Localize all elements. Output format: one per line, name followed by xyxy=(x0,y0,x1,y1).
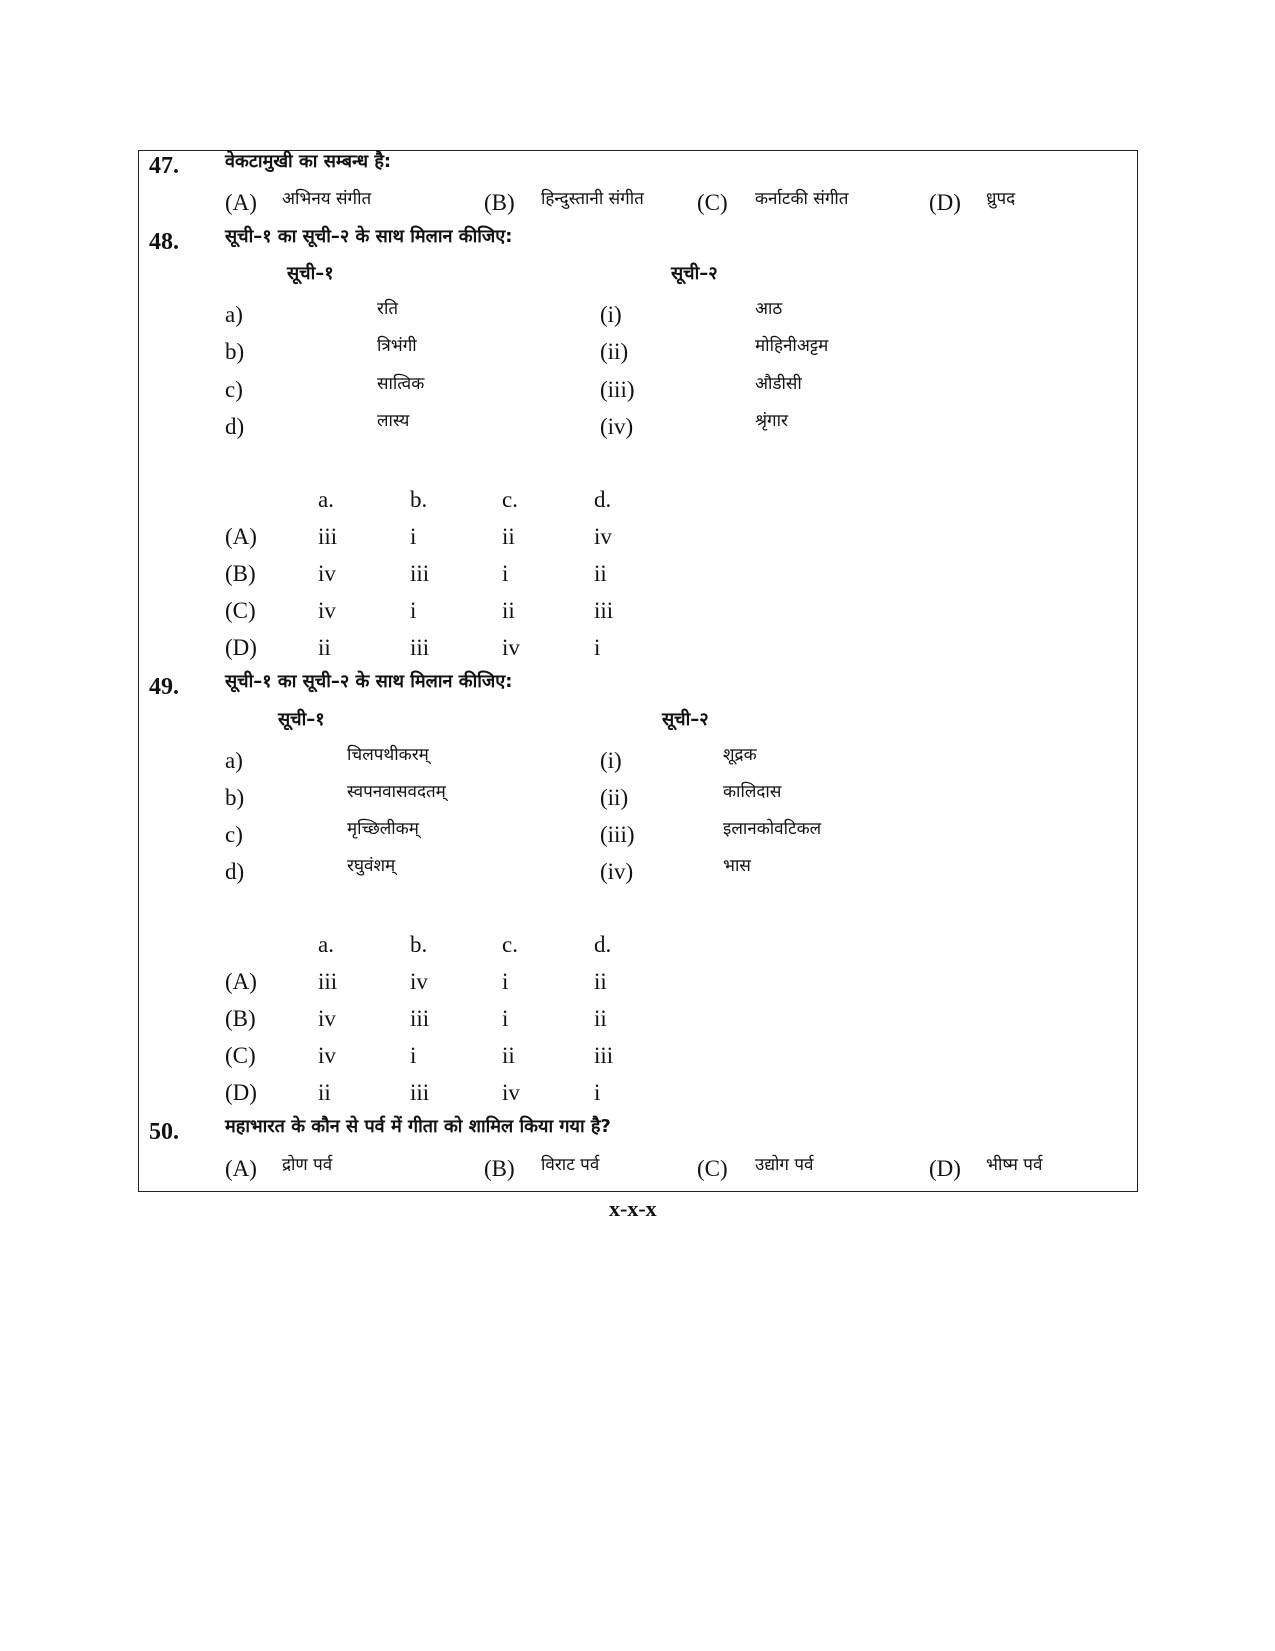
question-text: वेकटामुखी का सम्बन्ध है: xyxy=(225,151,392,172)
answer-option-label: (C) xyxy=(225,598,256,623)
answer-value: ii xyxy=(502,524,515,549)
option-text: उद्योग पर्व xyxy=(755,1155,814,1175)
list2-label: (ii) xyxy=(600,785,629,810)
list2-item: कालिदास xyxy=(723,782,782,802)
list1-item: मृच्छिलीकम् xyxy=(347,819,419,839)
answer-col-header: c. xyxy=(502,932,518,957)
list1-item: रघुवंशम् xyxy=(347,856,396,876)
option-label: (D) xyxy=(929,190,961,215)
option-label: (B) xyxy=(484,1156,515,1181)
option-text: कर्नाटकी संगीत xyxy=(755,189,849,209)
option-text: अभिनय संगीत xyxy=(282,189,372,209)
list2-item: श्रृंगार xyxy=(755,411,788,431)
answer-value: i xyxy=(502,561,509,586)
option-label: (B) xyxy=(484,190,515,215)
answer-value: ii xyxy=(594,561,607,586)
answer-option-label: (D) xyxy=(225,635,257,660)
list1-item: चिलपथीकरम् xyxy=(347,745,429,765)
answer-option-label: (B) xyxy=(225,1006,256,1031)
answer-value: ii xyxy=(318,635,331,660)
option-label: (C) xyxy=(697,1156,728,1181)
answer-value: ii xyxy=(594,1006,607,1031)
list2-item: शूद्रक xyxy=(723,745,757,765)
answer-value: i xyxy=(410,598,417,623)
option-text: ध्रुपद xyxy=(986,189,1016,209)
list1-item: स्वपनवासवदतम् xyxy=(347,782,446,802)
list1-item: त्रिभंगी xyxy=(377,336,417,356)
answer-value: iv xyxy=(318,1006,336,1031)
question-text: सूची–१ का सूची–२ के साथ मिलान कीजिए: xyxy=(225,671,513,692)
list1-label: d) xyxy=(225,859,245,884)
answer-value: ii xyxy=(594,969,607,994)
list1-header: सूची–१ xyxy=(278,709,325,730)
list2-label: (i) xyxy=(600,748,622,773)
list1-label: a) xyxy=(225,302,243,327)
option-label: (D) xyxy=(929,1156,961,1181)
list2-label: (iv) xyxy=(600,859,634,884)
list1-label: b) xyxy=(225,785,245,810)
option-text: हिन्दुस्तानी संगीत xyxy=(541,189,644,209)
answer-value: i xyxy=(502,1006,509,1031)
list2-header: सूची–२ xyxy=(662,709,709,730)
answer-col-header: b. xyxy=(410,932,428,957)
list2-item: औडीसी xyxy=(755,374,802,394)
list1-label: d) xyxy=(225,414,245,439)
answer-value: i xyxy=(502,969,509,994)
answer-value: i xyxy=(594,635,601,660)
answer-value: iii xyxy=(410,1006,430,1031)
list2-item: इलानकोवटिकल xyxy=(723,819,822,839)
list2-label: (iii) xyxy=(600,377,635,402)
list2-header: सूची–२ xyxy=(671,263,718,284)
answer-value: iii xyxy=(410,561,430,586)
answer-value: i xyxy=(594,1080,601,1105)
answer-value: iv xyxy=(318,1043,336,1068)
list1-label: c) xyxy=(225,377,243,402)
option-label: (A) xyxy=(225,190,257,215)
answer-value: ii xyxy=(502,1043,515,1068)
list1-label: a) xyxy=(225,748,243,773)
list2-label: (iii) xyxy=(600,822,635,847)
question-text: महाभारत के कौन से पर्व में गीता को शामिल किया गया है? xyxy=(225,1116,611,1137)
list1-label: c) xyxy=(225,822,243,847)
answer-value: iii xyxy=(594,598,614,623)
answer-value: iii xyxy=(594,1043,614,1068)
answer-col-header: b. xyxy=(410,487,428,512)
list2-label: (ii) xyxy=(600,339,629,364)
page-footer-marker: x-x-x xyxy=(609,1196,657,1221)
option-text: द्रोण पर्व xyxy=(282,1155,333,1175)
answer-value: iv xyxy=(502,1080,520,1105)
answer-col-header: a. xyxy=(318,932,334,957)
option-text: विराट पर्व xyxy=(541,1155,600,1175)
answer-value: iv xyxy=(594,524,612,549)
answer-value: i xyxy=(410,1043,417,1068)
question-text: सूची–१ का सूची–२ के साथ मिलान कीजिए: xyxy=(225,226,513,247)
answer-value: iv xyxy=(318,561,336,586)
list1-item: सात्विक xyxy=(377,374,425,394)
answer-option-label: (A) xyxy=(225,524,257,549)
list1-item: लास्य xyxy=(377,411,410,431)
answer-col-header: d. xyxy=(594,487,612,512)
list1-item: रति xyxy=(377,299,399,319)
answer-value: iii xyxy=(410,1080,430,1105)
answer-option-label: (A) xyxy=(225,969,257,994)
answer-value: iii xyxy=(318,969,338,994)
answer-value: iv xyxy=(318,598,336,623)
answer-value: i xyxy=(410,524,417,549)
answer-value: ii xyxy=(318,1080,331,1105)
list1-header: सूची–१ xyxy=(287,263,334,284)
option-text: भीष्म पर्व xyxy=(986,1155,1043,1175)
answer-value: ii xyxy=(502,598,515,623)
list2-item: आठ xyxy=(755,299,783,319)
question-number: 50. xyxy=(149,1119,179,1145)
option-label: (A) xyxy=(225,1156,257,1181)
question-number: 49. xyxy=(149,674,179,700)
answer-col-header: a. xyxy=(318,487,334,512)
list2-item: मोहिनीअट्टम xyxy=(755,336,829,356)
answer-col-header: d. xyxy=(594,932,612,957)
answer-option-label: (D) xyxy=(225,1080,257,1105)
list2-label: (iv) xyxy=(600,414,634,439)
list1-label: b) xyxy=(225,339,245,364)
answer-option-label: (B) xyxy=(225,561,256,586)
answer-value: iv xyxy=(410,969,428,994)
question-number: 47. xyxy=(149,153,179,179)
answer-value: iv xyxy=(502,635,520,660)
list2-label: (i) xyxy=(600,302,622,327)
answer-value: iii xyxy=(410,635,430,660)
answer-option-label: (C) xyxy=(225,1043,256,1068)
list2-item: भास xyxy=(723,856,751,876)
answer-col-header: c. xyxy=(502,487,518,512)
answer-value: iii xyxy=(318,524,338,549)
option-label: (C) xyxy=(697,190,728,215)
question-number: 48. xyxy=(149,229,179,255)
